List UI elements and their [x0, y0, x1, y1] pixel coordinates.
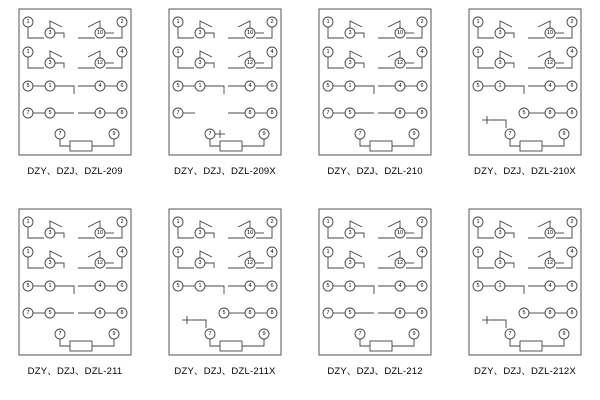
svg-text:5: 5 [326, 83, 330, 89]
svg-text:4: 4 [120, 249, 124, 255]
schematic-svg [18, 8, 132, 156]
diagram-caption: DZY、DZJ、DZL-209 [27, 166, 123, 177]
svg-text:3: 3 [198, 260, 202, 266]
diagram-cell [450, 0, 600, 200]
svg-text:3: 3 [198, 30, 202, 36]
svg-text:1: 1 [176, 19, 180, 25]
svg-text:8: 8 [248, 110, 252, 116]
svg-text:8: 8 [398, 110, 402, 116]
svg-text:4: 4 [270, 49, 274, 55]
diagram-cell [150, 200, 300, 400]
svg-text:7: 7 [26, 110, 30, 116]
svg-text:6: 6 [270, 83, 274, 89]
schematic-svg [318, 8, 432, 156]
svg-text:2: 2 [420, 219, 424, 225]
diagram-caption: DZY、DZJ、DZL-210X [474, 166, 576, 177]
diagram-caption: DZY、DZJ、DZL-209X [174, 166, 276, 177]
svg-text:1: 1 [198, 83, 202, 89]
svg-text:5: 5 [522, 310, 526, 316]
svg-text:4: 4 [548, 283, 552, 289]
svg-text:1: 1 [326, 49, 330, 55]
svg-text:3: 3 [498, 60, 502, 66]
svg-text:1: 1 [176, 249, 180, 255]
svg-text:1: 1 [476, 249, 480, 255]
diagram-dzy-211x [168, 208, 282, 356]
svg-text:12: 12 [96, 260, 104, 266]
svg-text:4: 4 [270, 249, 274, 255]
svg-text:2: 2 [120, 19, 124, 25]
svg-text:5: 5 [476, 83, 480, 89]
svg-text:3: 3 [48, 60, 52, 66]
svg-text:5: 5 [26, 283, 30, 289]
svg-text:10: 10 [546, 30, 554, 36]
svg-text:12: 12 [546, 60, 554, 66]
diagram-dzy-210x [468, 8, 582, 156]
svg-text:8: 8 [120, 110, 124, 116]
svg-text:2: 2 [120, 219, 124, 225]
svg-text:4: 4 [548, 83, 552, 89]
svg-text:10: 10 [546, 230, 554, 236]
svg-text:12: 12 [546, 260, 554, 266]
svg-text:1: 1 [26, 49, 30, 55]
svg-text:4: 4 [398, 283, 402, 289]
svg-text:10: 10 [96, 230, 104, 236]
svg-text:5: 5 [48, 110, 52, 116]
svg-text:10: 10 [396, 230, 404, 236]
svg-text:5: 5 [26, 83, 30, 89]
svg-text:1: 1 [326, 249, 330, 255]
svg-text:10: 10 [246, 230, 254, 236]
svg-text:8: 8 [270, 110, 274, 116]
svg-text:4: 4 [98, 283, 102, 289]
svg-text:4: 4 [398, 83, 402, 89]
svg-text:1: 1 [476, 219, 480, 225]
svg-text:9: 9 [562, 331, 566, 337]
svg-text:10: 10 [96, 30, 104, 36]
svg-text:5: 5 [348, 110, 352, 116]
svg-text:1: 1 [326, 219, 330, 225]
svg-text:7: 7 [208, 331, 212, 337]
svg-text:7: 7 [58, 331, 62, 337]
diagram-dzy-209 [18, 8, 132, 156]
svg-text:3: 3 [48, 230, 52, 236]
svg-text:3: 3 [48, 260, 52, 266]
svg-text:8: 8 [98, 310, 102, 316]
schematic-svg [168, 8, 282, 156]
svg-text:1: 1 [26, 249, 30, 255]
svg-text:1: 1 [48, 83, 52, 89]
diagram-cell [300, 0, 450, 200]
svg-text:1: 1 [198, 283, 202, 289]
schematic-svg [468, 8, 582, 156]
svg-text:7: 7 [326, 110, 330, 116]
svg-text:3: 3 [348, 230, 352, 236]
svg-text:8: 8 [570, 310, 574, 316]
svg-text:12: 12 [246, 60, 254, 66]
diagram-cell [450, 200, 600, 400]
svg-text:7: 7 [176, 110, 180, 116]
svg-text:4: 4 [570, 249, 574, 255]
svg-text:8: 8 [398, 310, 402, 316]
svg-text:1: 1 [476, 49, 480, 55]
svg-text:8: 8 [120, 310, 124, 316]
svg-text:2: 2 [270, 219, 274, 225]
svg-text:6: 6 [570, 83, 574, 89]
svg-text:2: 2 [420, 19, 424, 25]
svg-text:12: 12 [96, 60, 104, 66]
svg-text:3: 3 [198, 230, 202, 236]
svg-text:3: 3 [498, 260, 502, 266]
svg-text:9: 9 [262, 131, 266, 137]
svg-text:1: 1 [176, 49, 180, 55]
svg-text:5: 5 [176, 283, 180, 289]
diagram-caption: DZY、DZJ、DZL-210 [327, 166, 423, 177]
svg-text:4: 4 [120, 49, 124, 55]
svg-text:5: 5 [476, 283, 480, 289]
svg-text:12: 12 [396, 260, 404, 266]
diagram-dzy-210 [318, 8, 432, 156]
svg-text:6: 6 [120, 283, 124, 289]
svg-text:1: 1 [26, 219, 30, 225]
svg-text:7: 7 [26, 310, 30, 316]
svg-text:4: 4 [570, 49, 574, 55]
svg-text:7: 7 [326, 310, 330, 316]
svg-text:5: 5 [176, 83, 180, 89]
svg-text:7: 7 [358, 131, 362, 137]
svg-text:7: 7 [358, 331, 362, 337]
svg-text:8: 8 [570, 110, 574, 116]
diagram-dzy-211 [18, 208, 132, 356]
svg-text:8: 8 [420, 310, 424, 316]
svg-text:4: 4 [420, 49, 424, 55]
svg-text:4: 4 [98, 83, 102, 89]
svg-text:3: 3 [348, 260, 352, 266]
svg-text:5: 5 [326, 283, 330, 289]
diagram-caption: DZY、DZJ、DZL-212 [327, 366, 423, 377]
svg-text:10: 10 [246, 30, 254, 36]
svg-text:1: 1 [348, 83, 352, 89]
svg-text:9: 9 [412, 131, 416, 137]
diagram-cell [150, 0, 300, 200]
schematic-svg [318, 208, 432, 356]
svg-text:9: 9 [562, 131, 566, 137]
svg-text:1: 1 [498, 283, 502, 289]
svg-text:7: 7 [208, 131, 212, 137]
svg-text:8: 8 [420, 110, 424, 116]
diagram-cell [300, 200, 450, 400]
svg-text:4: 4 [420, 249, 424, 255]
svg-text:1: 1 [498, 83, 502, 89]
svg-text:2: 2 [570, 19, 574, 25]
svg-text:9: 9 [412, 331, 416, 337]
schematic-svg [168, 208, 282, 356]
svg-text:4: 4 [248, 83, 252, 89]
svg-text:3: 3 [48, 30, 52, 36]
svg-text:3: 3 [348, 60, 352, 66]
svg-text:1: 1 [26, 19, 30, 25]
svg-text:2: 2 [570, 219, 574, 225]
svg-text:1: 1 [48, 283, 52, 289]
svg-text:6: 6 [420, 283, 424, 289]
diagram-caption: DZY、DZJ、DZL-211 [27, 366, 123, 377]
svg-text:3: 3 [498, 230, 502, 236]
svg-text:3: 3 [348, 30, 352, 36]
svg-text:6: 6 [120, 83, 124, 89]
svg-text:7: 7 [508, 131, 512, 137]
svg-text:9: 9 [262, 331, 266, 337]
svg-text:5: 5 [348, 310, 352, 316]
svg-text:1: 1 [326, 19, 330, 25]
diagram-caption: DZY、DZJ、DZL-211X [174, 366, 276, 377]
svg-text:10: 10 [396, 30, 404, 36]
diagram-cell [0, 200, 150, 400]
svg-text:7: 7 [58, 131, 62, 137]
svg-text:1: 1 [476, 19, 480, 25]
svg-text:7: 7 [508, 331, 512, 337]
svg-text:1: 1 [348, 283, 352, 289]
svg-text:4: 4 [248, 283, 252, 289]
schematic-svg [18, 208, 132, 356]
svg-text:1: 1 [176, 219, 180, 225]
diagram-caption: DZY、DZJ、DZL-212X [474, 366, 576, 377]
diagram-dzy-212 [318, 208, 432, 356]
svg-text:2: 2 [270, 19, 274, 25]
svg-text:5: 5 [48, 310, 52, 316]
svg-text:3: 3 [198, 60, 202, 66]
svg-text:6: 6 [420, 83, 424, 89]
svg-text:6: 6 [570, 283, 574, 289]
diagram-dzy-212x [468, 208, 582, 356]
svg-text:3: 3 [498, 30, 502, 36]
svg-text:5: 5 [222, 310, 226, 316]
svg-text:5: 5 [522, 110, 526, 116]
svg-text:12: 12 [396, 60, 404, 66]
svg-text:6: 6 [270, 283, 274, 289]
schematic-svg [468, 208, 582, 356]
svg-text:9: 9 [112, 331, 116, 337]
svg-text:8: 8 [548, 110, 552, 116]
svg-text:8: 8 [548, 310, 552, 316]
svg-text:9: 9 [112, 131, 116, 137]
diagram-cell [0, 0, 150, 200]
svg-text:8: 8 [270, 310, 274, 316]
svg-text:8: 8 [98, 110, 102, 116]
svg-text:12: 12 [246, 260, 254, 266]
diagram-dzy-209x [168, 8, 282, 156]
svg-text:8: 8 [248, 310, 252, 316]
